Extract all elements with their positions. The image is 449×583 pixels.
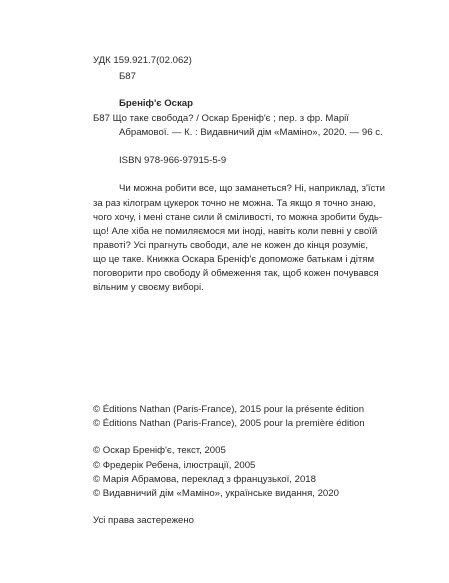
udk-code: УДК 159.921.7(02.062) [93, 55, 192, 66]
bbk-code: Б87 [119, 71, 136, 82]
annotation-line: що! Але хіба не помиляємося ми іноді, навіть коли певні у своїй [93, 226, 378, 237]
isbn: ISBN 978-966-97915-5-9 [119, 155, 227, 166]
copyright-original-present: © Éditions Nathan (Paris-France), 2015 pour la présente édition [93, 404, 365, 415]
annotation-line: Чи можна робити все, що заманеться? Ні, наприклад, з'їсти [119, 183, 386, 194]
author-heading: Бреніф'є Оскар [119, 98, 193, 109]
copyright-illustrations: © Фредерік Ребена, ілюстрації, 2005 [93, 460, 256, 471]
rights-reserved: Усі права застережено [93, 515, 195, 526]
annotation-line: за раз кілограм цукерок точно не можна. Та якщо я точно знаю, [93, 198, 376, 209]
bibliographic-entry-line-1: Б87 Що таке свобода? / Оскар Бреніф'є ; пер. з фр. Марії [93, 113, 349, 124]
annotation-line: чого хочу, і мені стане сили й сміливості, то можна зробити будь- [93, 212, 383, 223]
annotation-line: вільним у своєму виборі. [93, 282, 204, 293]
copyright-publisher: © Видавничий дім «Маміно», українське видання, 2020 [93, 488, 339, 499]
bibliographic-entry-line-2: Абрамової. — К. : Видавничий дім «Маміно», 2020. — 96 с. [119, 127, 383, 138]
annotation-line: що це таке. Книжка Оскара Бреніф'є допоможе батькам і дітям [93, 254, 375, 265]
annotation-line: поговорити про свободу й обмеження так, щоб кожен почувався [93, 268, 379, 279]
copyright-original-first: © Éditions Nathan (Paris-France), 2005 pour la première édition [93, 418, 365, 429]
copyright-translation: © Марія Абрамова, переклад з французької, 2018 [93, 474, 316, 485]
annotation-line: правоті? Усі прагнуть свободи, але не кожен до кінця розуміє, [93, 240, 368, 251]
copyright-text: © Оскар Бреніф'є, текст, 2005 [93, 445, 226, 456]
